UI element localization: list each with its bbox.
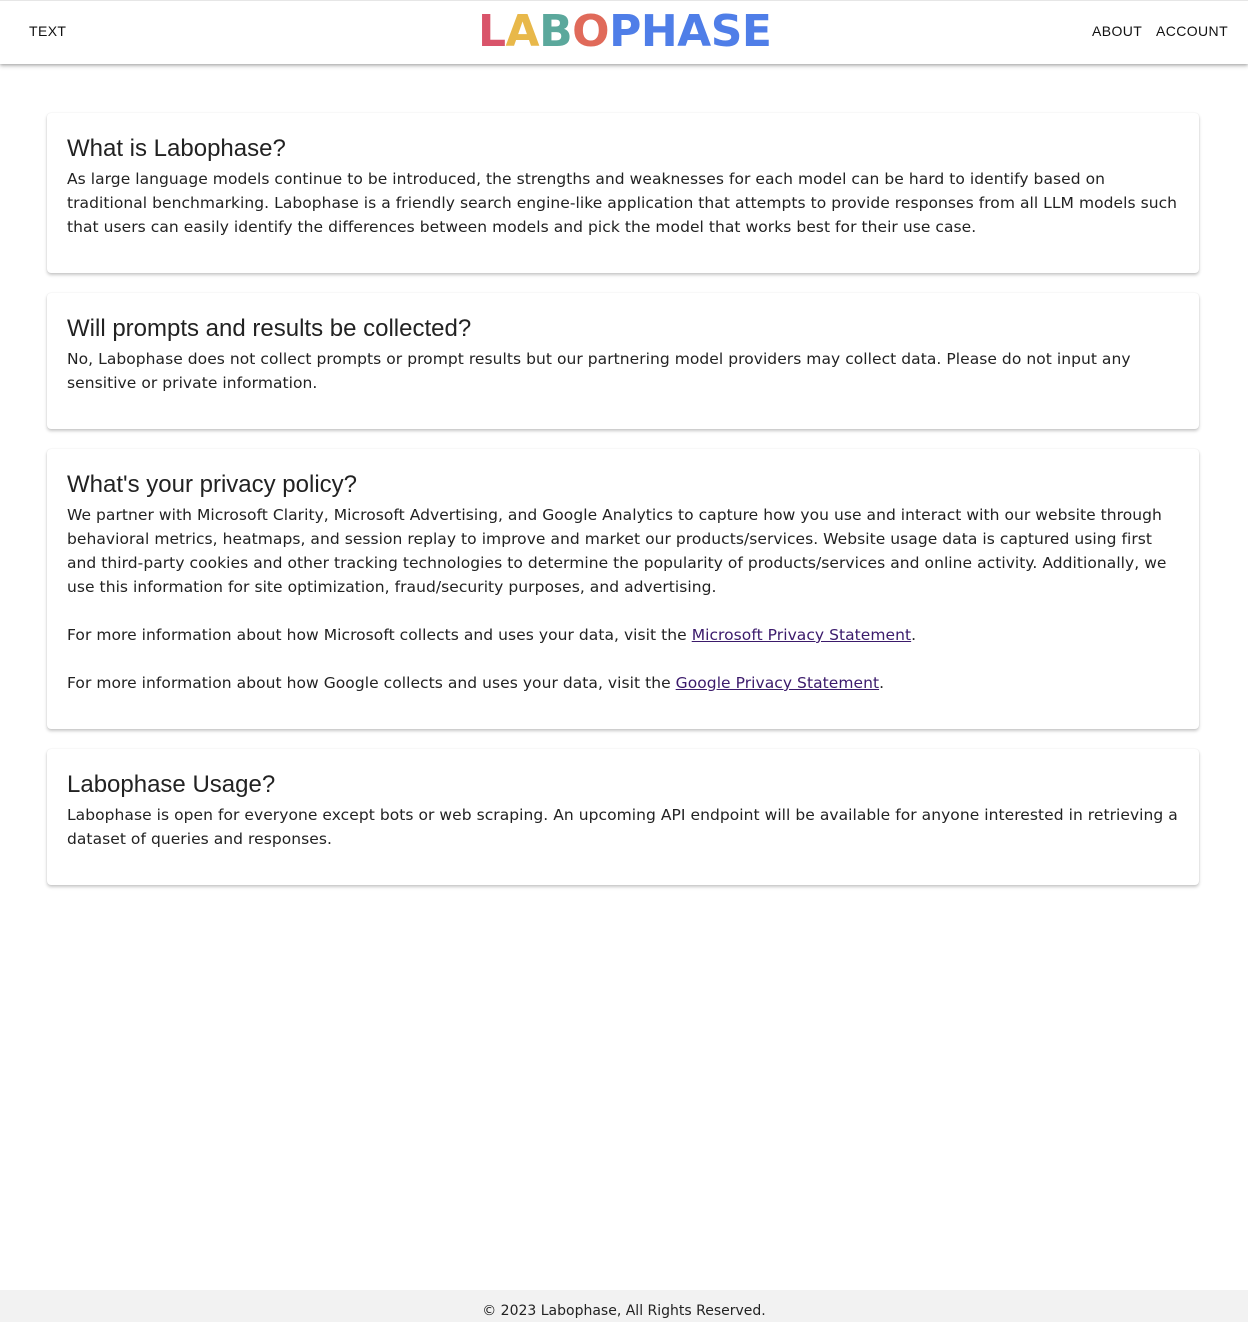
nav-about-button[interactable]: ABOUT — [1092, 23, 1143, 39]
faq-card-usage — [47, 749, 1199, 885]
logo-letter: L — [478, 6, 506, 57]
logo-letter: P — [609, 6, 641, 57]
faq-body: Labophase is open for everyone except bots or web scraping. An upcoming API endpoint will be available for anyone interested in retrieving a dataset of queries and responses. — [67, 806, 1178, 848]
google-privacy-prefix: For more information about how Google collects and uses your data, visit the — [67, 674, 676, 692]
logo-letter: A — [677, 6, 711, 57]
logo-letter: E — [741, 6, 772, 57]
faq-body: No, Labophase does not collect prompts or prompt results but our partnering model providers may collect data. Please do not input any sensitive or private information. — [67, 350, 1131, 392]
footer — [0, 1290, 1248, 1322]
logo-letter: S — [710, 6, 742, 57]
faq-title: What is Labophase? — [67, 135, 286, 162]
labophase-logo[interactable] — [478, 6, 772, 58]
logo-letter: O — [572, 6, 610, 57]
faq-title: What's your privacy policy? — [67, 471, 358, 498]
google-privacy-link[interactable]: Google Privacy Statement — [675, 674, 880, 692]
logo-letter: H — [640, 6, 678, 57]
faq-body: We partner with Microsoft Clarity, Microsoft Advertising, and Google Analytics to capture how you use and interact with our website through behavioral metrics, heatmaps, and session replay to improve and market our products/services. Website usage data is captured using first and third-party cookies and other tracking technologies to determine the popularity of products/services and online activity. Additionally, we use this information for site optimization, fraud/security purposes, and advertising. — [67, 506, 1167, 596]
footer-copyright: © 2023 Labophase, All Rights Reserved. — [482, 1303, 766, 1319]
microsoft-privacy-prefix: For more information about how Microsoft collects and uses your data, visit the — [67, 626, 692, 644]
faq-title: Labophase Usage? — [67, 771, 276, 798]
google-privacy-suffix: . — [879, 674, 885, 692]
nav-account-button[interactable]: ACCOUNT — [1156, 23, 1229, 39]
microsoft-privacy-paragraph — [67, 623, 1179, 647]
microsoft-privacy-suffix: . — [911, 626, 917, 644]
faq-body: As large language models continue to be introduced, the strengths and weaknesses for each model can be hard to identify based on traditional benchmarking. Labophase is a friendly search engine-like application that attempts to provide responses from all LLM models such that users can easily identify the differences between models and pick the model that works best for their use case. — [67, 170, 1178, 236]
microsoft-privacy-link[interactable]: Microsoft Privacy Statement — [691, 626, 912, 644]
logo-letter: B — [539, 6, 573, 57]
faq-card-privacy-policy — [47, 449, 1199, 729]
app-bar — [0, 0, 1248, 64]
faq-card-what-is — [47, 113, 1199, 273]
faq-title: Will prompts and results be collected? — [67, 315, 472, 342]
faq-card-prompts-collected — [47, 293, 1199, 429]
google-privacy-paragraph — [67, 671, 1179, 695]
nav-text-button[interactable]: TEXT — [29, 23, 67, 39]
logo-letter: A — [505, 6, 540, 57]
